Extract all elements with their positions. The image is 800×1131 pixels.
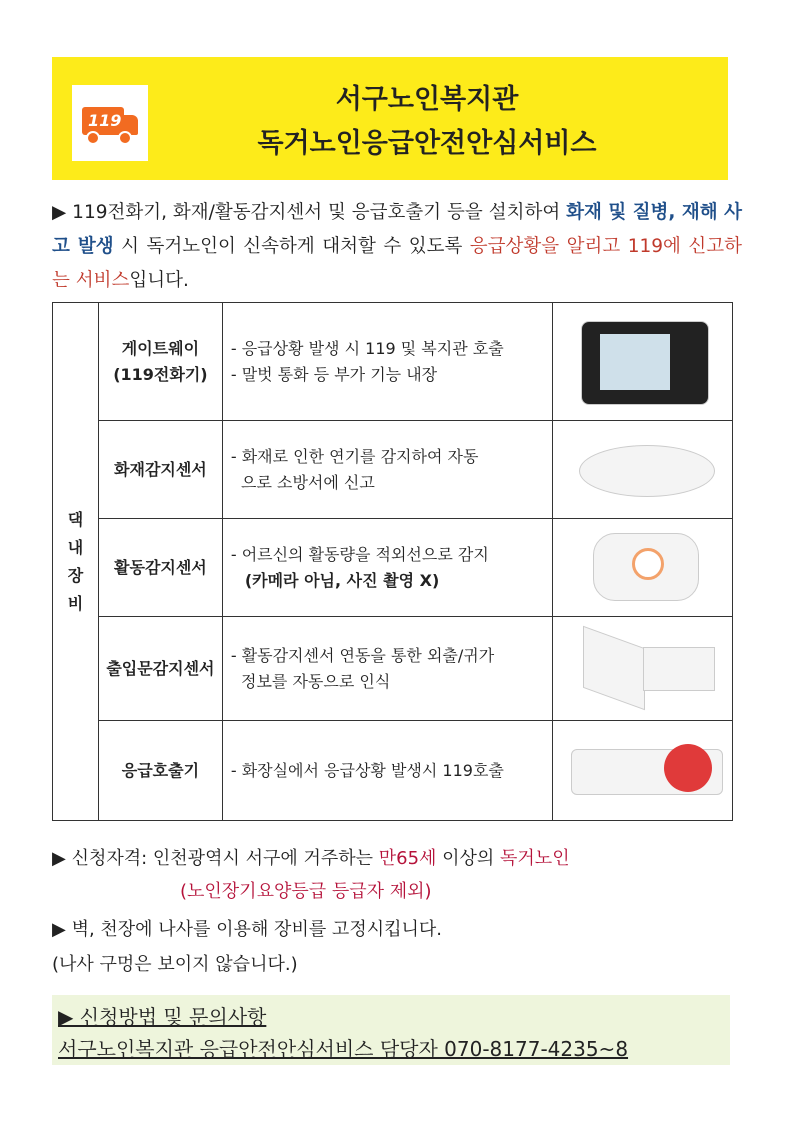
- contact-box: [52, 995, 730, 1065]
- desc-line: - 활동감지센서 연동을 통한 외출/귀가: [230, 645, 495, 665]
- device-name: 활동감지센서: [99, 519, 223, 617]
- desc-line: - 화장실에서 응급상황 발생시 119호출: [230, 760, 504, 780]
- desc-line: - 어르신의 활동량을 적외선으로 감지: [230, 544, 489, 564]
- contact-heading: ▶ 신청방법 및 문의사항: [58, 1005, 267, 1029]
- device-name: 화재감지센서: [99, 421, 223, 519]
- equipment-table: [52, 302, 733, 821]
- logo-text: 119: [88, 111, 122, 130]
- side-label-cell: [53, 303, 99, 821]
- device-desc: [222, 519, 552, 617]
- header-banner: [52, 57, 728, 180]
- door-sensor-image: [552, 617, 732, 721]
- device-desc: [222, 617, 552, 721]
- contact-phone: 서구노인복지관 응급안전안심서비스 담당자 070-8177-4235~8: [58, 1037, 629, 1061]
- title-line2: 독거노인응급안전안심서비스: [257, 128, 597, 159]
- eligibility-exclusion: (노인장기요양등급 등급자 제외): [180, 881, 432, 902]
- device-desc: [222, 421, 552, 519]
- gateway-device-image: [552, 303, 732, 421]
- desc-line: - 말벗 통화 등 부가 기능 내장: [230, 364, 438, 384]
- motion-sensor-image: [552, 519, 732, 617]
- install-note: (나사 구멍은 보이지 않습니다.): [52, 954, 298, 975]
- desc-line: (카메라 아님, 사진 촬영 X): [244, 570, 440, 590]
- title-line1: 서구노인복지관: [335, 84, 519, 115]
- desc-line: - 화재로 인한 연기를 감지하여 자동: [230, 446, 479, 466]
- desc-line: - 응급상황 발생 시 119 및 복지관 호출: [230, 338, 504, 358]
- fire-truck-logo-icon: [72, 85, 148, 161]
- emergency-button-image: [552, 721, 732, 821]
- smoke-sensor-image: [552, 421, 732, 519]
- device-name: 응급호출기: [99, 721, 223, 821]
- device-desc: [222, 721, 552, 821]
- device-name: 게이트웨이 (119전화기): [99, 303, 223, 421]
- side-label: 댁내장비: [67, 509, 84, 613]
- device-desc: [222, 303, 552, 421]
- intro-paragraph: ▶ 119전화기, 화재/활동감지센서 및 응급호출기 등을 설치하여 화재 및 질병, 재해 사고 발생 시 독거노인이 신속하게 대처할 수 있도록 응급상황을 알리고 119에 신고하는 서비스입니다.: [52, 202, 742, 291]
- device-name: 출입문감지센서: [99, 617, 223, 721]
- eligibility-text: ▶ 신청자격: 인천광역시 서구에 거주하는 만65세 이상의 독거노인: [52, 848, 570, 869]
- desc-line: 으로 소방서에 신고: [230, 472, 375, 492]
- desc-line: 정보를 자동으로 인식: [230, 671, 391, 691]
- install-text: ▶ 벽, 천장에 나사를 이용해 장비를 고정시킵니다.: [52, 919, 442, 940]
